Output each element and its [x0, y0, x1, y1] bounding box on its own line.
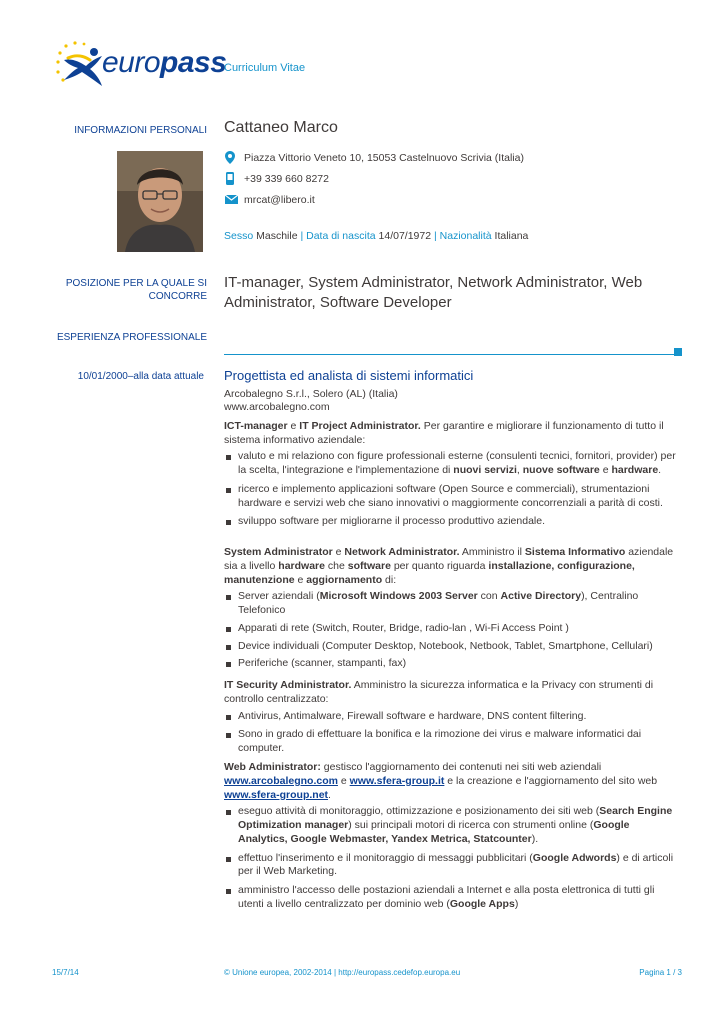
separator: |: [434, 230, 437, 242]
text: Per garantire e migliorare il funzionamento di tutto il sistema informativo aziendale:: [224, 420, 664, 446]
employer-website: www.arcobalegno.com: [224, 401, 330, 413]
logo-text-euro: euro: [102, 46, 161, 79]
section-label-position: POSIZIONE PER LA QUALE SI CONCORRE: [65, 278, 207, 302]
list-item: Device individuali (Computer Desktop, Notebook, Netbook, Tablet, Smartphone, Cellulari): [224, 640, 680, 654]
email-icon: [225, 195, 238, 207]
section-label-experience: ESPERIENZA PROFESSIONALE: [56, 332, 207, 343]
europass-logo: [50, 36, 227, 90]
address-text: Piazza Vittorio Veneto 10, 15053 Castelnuovo Scrivia (Italia): [244, 152, 524, 164]
sex-value: Maschile: [256, 230, 298, 242]
nationality-value: Italiana: [494, 230, 529, 242]
personal-details-row: [224, 230, 528, 242]
logo-text-pass: pass: [160, 46, 227, 79]
link-sfera-group-it[interactable]: www.sfera-group.it: [349, 774, 445, 787]
europass-figure-icon: [50, 36, 108, 90]
role: ICT-manager: [224, 420, 288, 432]
birth-label: Data di nascita: [306, 230, 376, 242]
list-item: Sono in grado di effettuare la bonifica e la rimozione dei virus e malware informatici dai computer.: [224, 728, 680, 756]
list-item: Server aziendali (Microsoft Windows 2003 Server con Active Directory), Centralino Telefonico: [224, 590, 680, 618]
section-divider: [224, 354, 674, 355]
avatar: [117, 151, 203, 252]
birth-value: 14/07/1972: [378, 230, 432, 242]
list-item: sviluppo software per migliorarne il processo produttivo aziendale.: [224, 515, 680, 529]
nationality-label: Nazionalità: [439, 230, 492, 242]
email-text[interactable]: mrcat@libero.it: [244, 194, 315, 206]
list-item: Apparati di rete (Switch, Router, Bridge, radio-lan , Wi-Fi Access Point ): [224, 622, 680, 636]
list-item: eseguo attività di monitoraggio, ottimizzazione e posizionamento dei siti web (Search Engine Optimization manager) sui principali motori di ricerca con strumenti online (Google Analytics, Google Webmaster, Yandex Metrica, Statcounter).: [224, 805, 680, 847]
job-date: 10/01/2000–alla data attuale: [77, 371, 204, 382]
list-ict: [224, 450, 680, 534]
doc-title: Curriculum Vitae: [224, 62, 306, 74]
section-divider-square: [674, 348, 682, 356]
phone-text[interactable]: +39 339 660 8272: [244, 173, 329, 185]
block-system-admin: System Administrator e Network Administrator. Amministro il Sistema Informativo aziendale sia a livello hardware che software per quanto riguarda installazione, configurazione, manutenzione e aggiornamento di:: [224, 546, 674, 586]
list-web-admin: [224, 805, 680, 917]
block-security-admin: IT Security Administrator. Amministro la sicurezza informatica e la Privacy con strumenti di controllo centralizzato:: [224, 679, 654, 705]
employer: Arcobalegno S.r.l., Solero (AL) (Italia): [224, 388, 398, 400]
phone-icon: [226, 172, 234, 188]
list-security: [224, 710, 680, 761]
list-item: valuto e mi relaziono con figure professionali esterne (consulenti tecnici, fornitori, provider) per la scelta, l'integrazione e l'implementazione di nuovi servizi, nuove software e hardware.: [224, 450, 680, 478]
list-system-admin: [224, 590, 680, 676]
list-item: amministro l'accesso delle postazioni aziendali a Internet e alla posta elettronica di tutti gli utenti a livello centralizzato per dominio web (Google Apps): [224, 884, 680, 912]
block-web-admin: Web Administrator: gestisco l'aggiornamento dei contenuti nei siti web aziendali www.arcobalegno.com e www.sfera-group.it e la creazione e l'aggiornamento del sito web www.sfera-group.net.: [224, 761, 658, 801]
section-label-personal: INFORMAZIONI PERSONALI: [74, 125, 207, 136]
job-title: Progettista ed analista di sistemi informatici: [224, 368, 474, 383]
footer-page-number: Pagina 1 / 3: [639, 968, 682, 977]
block-ict-manager: [224, 420, 676, 448]
text: e: [287, 420, 300, 432]
list-item: ricerco e implemento applicazioni software (Open Source e commerciali), strumentazioni hardware e servizi web che siano innovativi o maggiormente concorrenziali a parità di costi.: [224, 483, 680, 511]
person-name: Cattaneo Marco: [224, 119, 338, 136]
list-item: Antivirus, Antimalware, Firewall software e hardware, DNS content filtering.: [224, 710, 680, 724]
separator: |: [300, 230, 304, 242]
role: IT Project Administrator.: [299, 420, 421, 432]
location-icon: [225, 151, 235, 167]
link-sfera-group-net[interactable]: www.sfera-group.net: [224, 788, 329, 801]
footer-date: 15/7/14: [52, 968, 79, 977]
footer-copyright: © Unione europea, 2002-2014 | http://europass.cedefop.europa.eu: [224, 968, 461, 977]
list-item: Periferiche (scanner, stampanti, fax): [224, 657, 680, 671]
list-item: effettuo l'inserimento e il monitoraggio di messaggi pubblicitari (Google Adwords) e di articoli per il Web Marketing.: [224, 852, 680, 880]
link-arcobalegno[interactable]: www.arcobalegno.com: [224, 774, 338, 787]
position-title: IT-manager, System Administrator, Network Administrator, Web Administrator, Software Developer: [224, 274, 643, 311]
sex-label: Sesso: [224, 230, 254, 242]
